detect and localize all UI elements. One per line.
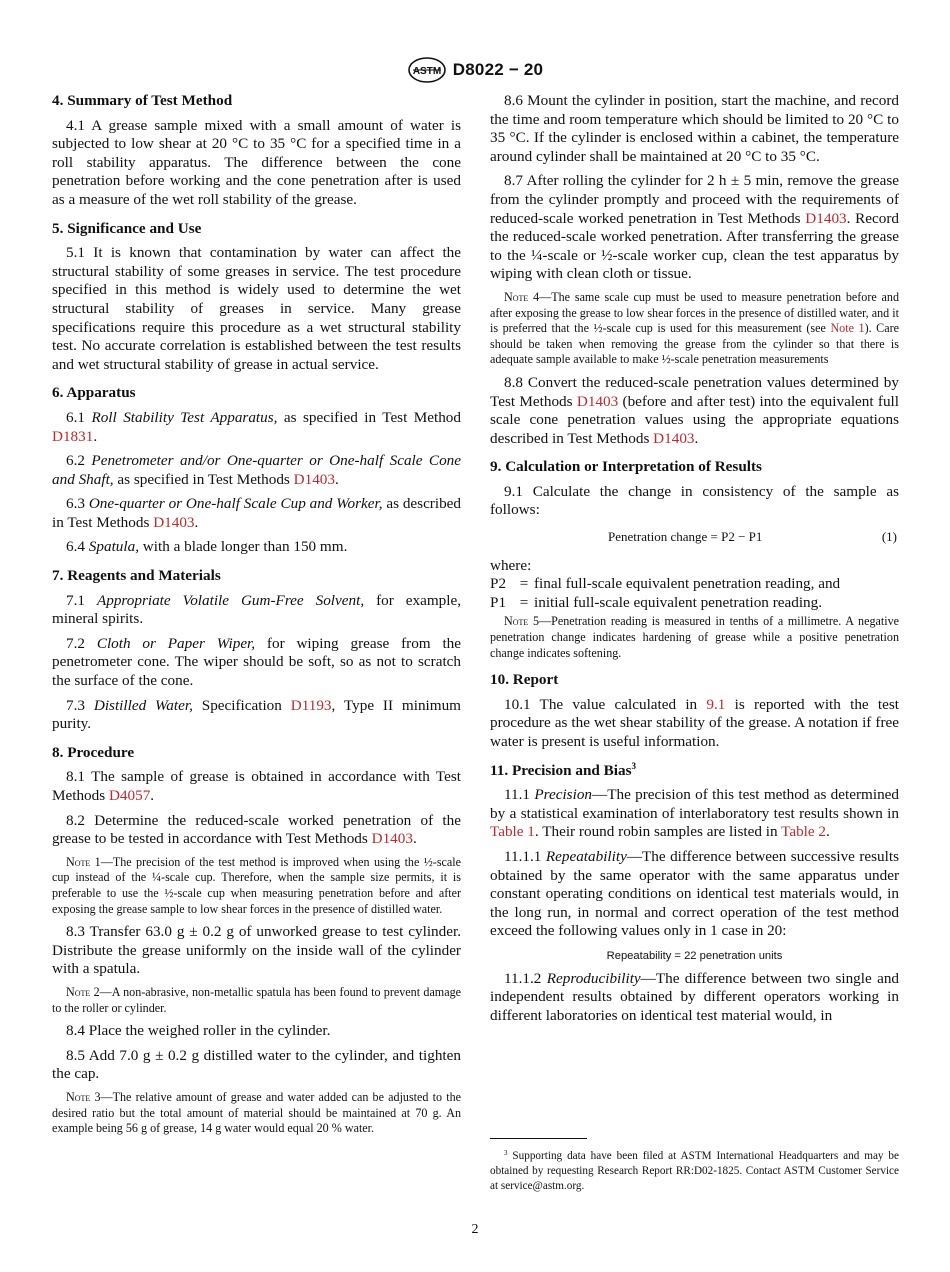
- para-8-5: 8.5 Add 7.0 g ± 0.2 g distilled water to the cylinder, and tighten the cap.: [52, 1046, 461, 1083]
- footnote-3: $^3$ Supporting data have been filed at ASTM International Headquarters and may be obtained by requesting Research Report RR:D02-1825. Contact ASTM Customer Service at service@astm.org.: [490, 1149, 899, 1193]
- footnote-ref: 3: [631, 760, 636, 771]
- note-3: Note 3—The relative amount of grease and water added can be adjusted to the desired ratio but the total amount of material should be maintained at 70 g. An example being 56 g of grease, 14 g water would equal 20 % water.: [52, 1089, 462, 1136]
- link-d1831[interactable]: D1831: [52, 427, 94, 445]
- section-5-heading: 5. Significance and Use: [52, 219, 202, 237]
- para-6-1: 6.1 Roll Stability Test Apparatus, as specified in Test Method D1831.: [52, 408, 461, 445]
- link-d1403[interactable]: D1403: [805, 209, 847, 227]
- note-4: Note 4—The same scale cup must be used to measure penetration before and after exposing the grease to low shear forces in the presence of distilled water, and it is preferred that the ½-scale cup is used for this measurement (see Note 1). Care should be taken when removing the grease from the cylinder so that there is adequate sample available to make ½-scale penetration measurements: [490, 289, 899, 367]
- note-1: Note 1—The precision of the test method is improved when using the ½-scale cup instead of the ¼-scale cup. Therefore, when the sample size permits, it is preferable to use the ½-scale cup when measuring penetration before and after exposing the grease sample to low shear forces in the presence of distilled water.: [52, 854, 462, 916]
- section-7-heading: 7. Reagents and Materials: [52, 567, 221, 585]
- link-d1403[interactable]: D1403: [653, 429, 695, 447]
- left-column: [52, 92, 461, 1143]
- para-11-1-1: 11.1.1 Repeatability—The difference between successive results obtained by the same operator with the same apparatus under constant operating conditions on identical test materials would, in the long run, in normal and correct operation of the test method exceed the following values only in 1 case in 20:: [490, 847, 899, 940]
- section-10-heading: 10. Report: [490, 671, 559, 689]
- para-8-8: 8.8 Convert the reduced-scale penetration values determined by Test Methods D1403 (before and after test) into the equivalent full scale cone penetration values using the appropriate equations described in Test Methods D1403.: [490, 373, 899, 447]
- note-5: Note 5—Penetration reading is measured in tenths of a millimetre. A negative penetration change indicates hardening of grease while a positive penetration change indicates softening.: [490, 614, 899, 660]
- para-9-1: 9.1 Calculate the change in consistency of the sample as follows:: [490, 482, 899, 519]
- right-column: [490, 92, 899, 1031]
- para-8-6: 8.6 Mount the cylinder in position, start the machine, and record the time and room temperature which should be limited to 20 °C to 35 °C. If the cylinder is enclosed within a cabinet, the temperature around cylinder shall be maintained at 20 °C to 35 °C.: [490, 92, 899, 165]
- page-header: [0, 57, 950, 83]
- para-10-1: 10.1 The value calculated in 9.1 is reported with the test procedure as the wet shear stability of the grease. A notation if free water is present is useful information.: [490, 695, 899, 750]
- link-d1193[interactable]: D1193: [290, 696, 332, 714]
- equation-1: [490, 528, 899, 547]
- para-8-4: 8.4 Place the weighed roller in the cylinder.: [66, 1022, 331, 1040]
- link-table-2[interactable]: Table 2: [781, 823, 827, 841]
- where-label: where:: [490, 556, 532, 574]
- para-6-2: 6.2 Penetrometer and/or One-quarter or One-half Scale Cone and Shaft, as specified in Test Methods D1403.: [52, 452, 461, 488]
- link-table-1[interactable]: Table 1: [490, 823, 535, 841]
- para-8-2: 8.2 Determine the reduced-scale worked penetration of the grease to be tested in accordance with Test Methods D1403.: [52, 811, 461, 848]
- definition-p2: P2 = final full-scale equivalent penetration reading, and: [490, 575, 841, 593]
- link-d1403[interactable]: D1403: [371, 830, 413, 848]
- footnote-divider: [490, 1138, 587, 1139]
- link-9-1[interactable]: 9.1: [706, 695, 726, 713]
- definition-p1: P1 = initial full-scale equivalent penetration reading.: [490, 593, 823, 611]
- para-11-1-2: 11.1.2 Reproducibility—The difference between two single and independent results obtained by different operators working in different laboratories on identical test material would, in: [490, 969, 900, 1024]
- link-note-1[interactable]: Note 1: [830, 321, 865, 336]
- para-7-1: 7.1 Appropriate Volatile Gum-Free Solvent, for example, mineral spirits.: [52, 591, 462, 628]
- link-d4057[interactable]: D4057: [108, 787, 151, 804]
- section-11-heading: 11. Precision and Bias$^3$: [490, 760, 636, 779]
- note-2: Note 2—A non-abrasive, non-metallic spatula has been found to prevent damage to the roller or cylinder.: [52, 984, 461, 1015]
- para-6-3: 6.3 One-quarter or One-half Scale Cup and Worker, as described in Test Methods D1403.: [52, 495, 462, 531]
- para-7-2: 7.2 Cloth or Paper Wiper, for wiping grease from the penetrometer cone. The wiper should be soft, so as not to scratch the surface of the cone.: [52, 634, 462, 690]
- repeatability-value: Repeatability = 22 penetration units: [606, 949, 783, 962]
- para-6-4: 6.4 Spatula, with a blade longer than 150 mm.: [66, 538, 348, 556]
- section-4-heading: 4. Summary of Test Method: [52, 92, 233, 109]
- link-d1403[interactable]: D1403: [153, 513, 195, 531]
- section-6-heading: 6. Apparatus: [52, 384, 136, 402]
- link-d1403[interactable]: D1403: [576, 392, 619, 410]
- astm-logo-icon: [407, 57, 447, 83]
- para-7-3: 7.3 Distilled Water, Specification D1193, Type II minimum purity.: [52, 696, 461, 733]
- page-number: 2: [471, 1222, 479, 1237]
- para-8-1: 8.1 The sample of grease is obtained in accordance with Test Methods D4057.: [52, 768, 461, 804]
- section-9-heading: 9. Calculation or Interpretation of Results: [490, 458, 762, 476]
- para-8-7: 8.7 After rolling the cylinder for 2 h ± 5 min, remove the grease from the cylinder promptly and proceed with the requirements of reduced-scale worked penetration in Test Methods D1403. Record the reduced-scale worked penetration. After transferring the grease to the ¼-scale or ½-scale worker cup, clean the test apparatus by wiping with clean cloth or tissue.: [490, 172, 899, 283]
- equation-text: Penetration change = P2 − P1: [608, 529, 763, 545]
- para-4-1: 4.1 A grease sample mixed with a small amount of water is subjected to low shear at 20 °C to 35 °C for a specified time in a roll stability apparatus. The difference between the cone penetration before working and the cone penetration after is used as a measure of the wet roll stability of the grease.: [52, 116, 461, 208]
- svg-text:ASTM: ASTM: [412, 66, 441, 77]
- section-8-heading: 8. Procedure: [52, 743, 135, 761]
- para-5-1: 5.1 It is known that contamination by water can affect the structural stability of some greases in service. The test procedure specified in this method is widely used to determine the wet structural stability of greases in service. Many grease specifications require this procedure as a wet structural stability test. No accurate correlation is established between the test results and wet structural stability of grease in actual service.: [52, 244, 461, 373]
- document-designation: D8022 − 20: [452, 60, 544, 79]
- equation-number: (1): [881, 529, 897, 545]
- link-d1403[interactable]: D1403: [293, 470, 335, 488]
- para-11-1: 11.1 Precision—The precision of this test method as determined by a statistical examination of interlaboratory test results shown in Table 1. Their round robin samples are listed in Table 2.: [490, 786, 900, 841]
- para-8-3: 8.3 Transfer 63.0 g ± 0.2 g of unworked grease to test cylinder. Distribute the grease uniformly on the inside wall of the cylinder with a spatula.: [52, 923, 461, 978]
